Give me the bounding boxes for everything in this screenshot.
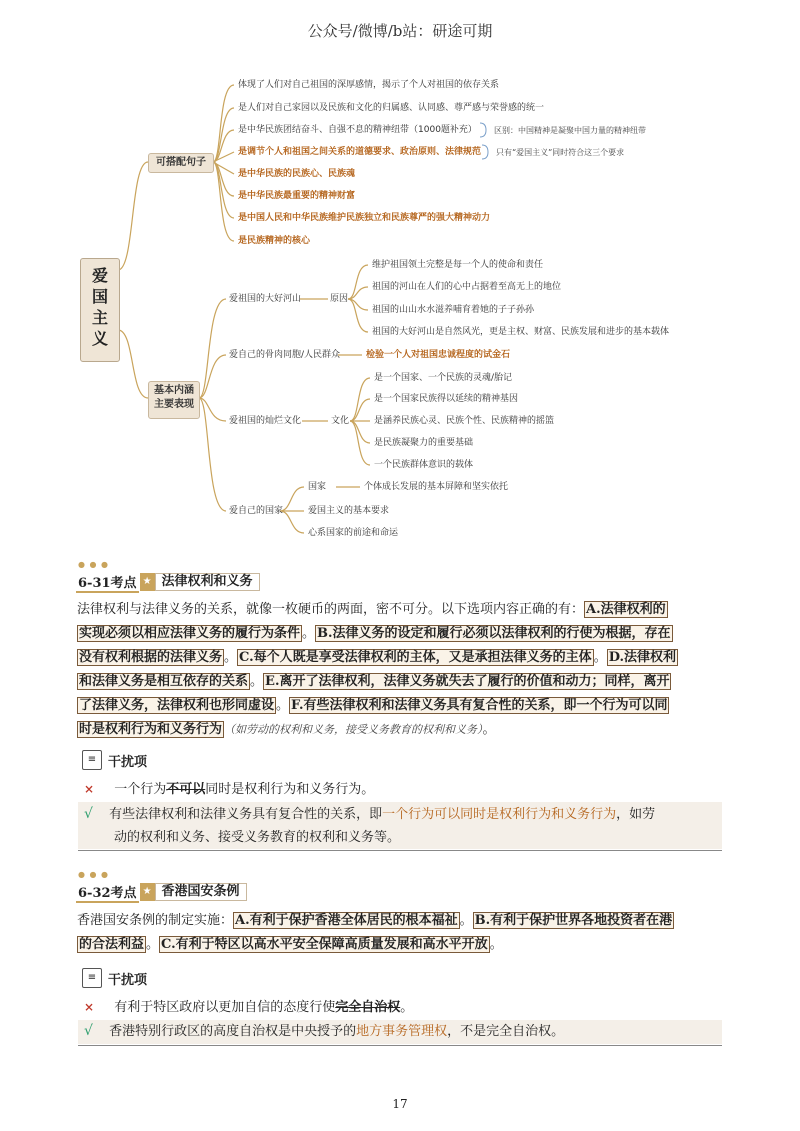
root-char-1: 爱 <box>91 266 108 285</box>
right-mark-icon-2: √ <box>84 1023 93 1039</box>
sentence-item-8: 是民族精神的核心 <box>238 236 311 246</box>
section2-right-post: ，不是完全自治权。 <box>447 1024 565 1039</box>
culture-item-5-highlight: 载体 <box>455 460 474 470</box>
hk-option-b-part1: B.有利于保护世界各地投资者在港 <box>474 913 673 928</box>
page-number: 17 <box>392 1097 408 1111</box>
culture-item-5-text: 一个民族群体意识的 <box>374 460 456 470</box>
section1-wrong-pre: 一个行为 <box>114 782 167 797</box>
section2-dots: ● ● ● <box>78 870 110 879</box>
reason-label: 原因 <box>330 294 349 304</box>
love-country-label: 爱自己的国家 <box>229 506 284 516</box>
reason-item-4 <box>372 326 669 338</box>
culture-label: 文化 <box>331 416 350 426</box>
root-char-3: 主 <box>91 308 108 327</box>
sentence-item-4: 是调节个人和祖国之间关系的道德要求、政治原则、法律规范 <box>238 147 482 157</box>
section1-dots: ● ● ● <box>78 560 110 569</box>
wrong-mark-icon-2: × <box>84 1000 95 1014</box>
section2-right-brown: 地方事务管理权 <box>356 1024 448 1039</box>
culture-item-1-text: 是一个国家、一个民族的 <box>374 373 474 383</box>
option-c: C.每个人既是享受法律权利的主体，又是承担法律义务的主体 <box>239 650 592 665</box>
section2-right-pre: 香港特别行政区的高度自治权是中央授予的 <box>109 1024 357 1039</box>
option-b-part2: 没有权利根据的法律义务 <box>79 650 223 665</box>
sentence-item-5: 是中华民族的民族心、民族魂 <box>238 169 356 179</box>
section1-name: 法律权利和义务 <box>155 573 260 591</box>
sentence-item-3-highlight: 是中华民族团结奋斗、自强不息的精神纽带 <box>238 125 410 135</box>
section1-title <box>76 572 260 592</box>
section2-wrong-post: 。 <box>400 1000 414 1015</box>
option-f-note: （如劳动的权利和义务，接受义务教育的权利和义务） <box>224 723 483 736</box>
section1-distractor-label: 干扰项 <box>108 754 148 770</box>
notepad-icon: ≡ <box>82 750 102 770</box>
section2-name: 香港国安条例 <box>155 883 247 901</box>
section1-number: 6-31考点 <box>76 572 139 593</box>
section2-divider <box>78 1045 722 1046</box>
notepad-icon-2: ≡ <box>82 968 102 988</box>
culture-item-5 <box>374 459 473 471</box>
reason-item-4-highlight: 更是主权、财富、民族发展和进步的基本载体 <box>489 327 670 337</box>
section1-distractor-header <box>82 750 147 770</box>
sentence-item-6: 是中华民族最重要的精神财富 <box>238 191 356 201</box>
sentence-item-7: 是中国人民和中华民族维护民族独立和民族尊严的强大精神动力 <box>238 213 491 223</box>
hk-option-b-part2: 的合法利益 <box>79 937 145 952</box>
sentence-item-1-highlight: 揭示了个人对祖国的依存关系 <box>382 80 500 90</box>
section1-star-icon: ★ <box>140 573 155 591</box>
section2-wrong-row <box>84 996 413 1019</box>
section2-wrong-strike: 完全自治权 <box>335 1000 401 1015</box>
country-item-3: 心系国家的前途和命运 <box>308 528 399 538</box>
option-d-part1: D.法律权利 <box>608 650 677 665</box>
section1-wrong-strike: 不可以 <box>166 782 206 797</box>
branch-sentences: 可搭配句子 <box>148 153 214 173</box>
note-spirit: 区别：中国精神是凝聚中国力量的精神纽带 <box>494 126 646 135</box>
branch-content <box>148 381 200 419</box>
country-item-1: 国家 <box>308 482 327 492</box>
country-item-1-detail: 个体成长发展的基本屏障和坚实依托 <box>364 482 509 492</box>
section1-right-brown: 一个行为可以同时是权利行为和义务行为 <box>382 807 617 822</box>
sentence-item-2: 是人们对自己家园以及民族和文化的归属感、认同感、尊严感与荣誉感的统一 <box>238 103 545 113</box>
culture-item-2-highlight: 精神基因 <box>482 394 519 404</box>
root-char-4: 义 <box>91 329 108 348</box>
section2-title <box>76 882 247 902</box>
love-culture-label: 爱祖国的灿烂文化 <box>229 416 302 426</box>
culture-item-2 <box>374 393 518 405</box>
sentence-item-3-tail: （1000题补充） <box>409 125 477 135</box>
sentence-item-3 <box>238 124 477 136</box>
reason-item-3: 祖国的山山水水滋养哺育着她的子子孙孙 <box>372 305 535 315</box>
country-item-2: 爱国主义的基本要求 <box>308 506 390 516</box>
note-only-patriotism: 只有“爱国主义”同时符合这三个要求 <box>496 148 625 157</box>
option-e-part2: 了法律义务，法律权利也形同虚设 <box>79 698 275 713</box>
love-compatriots-label: 爱自己的骨肉同胞/人民群众 <box>229 350 341 360</box>
culture-item-3 <box>374 415 554 427</box>
section1-right-pre: 有些法律权利和法律义务具有复合性的关系，即 <box>109 807 383 822</box>
branch-content-line1: 基本内涵 <box>154 385 194 396</box>
section2-right-row <box>84 1020 564 1043</box>
section1-right-post2: 动的权利和义务、接受义务教育的权利和义务等。 <box>114 830 401 845</box>
section2-wrong-pre: 有利于特区政府以更加自信的态度行使 <box>114 1000 336 1015</box>
option-a-part2: 实现必须以相应法律义务的履行为条件 <box>79 626 301 641</box>
section2-star-icon: ★ <box>140 883 155 901</box>
wrong-mark-icon: × <box>84 782 95 796</box>
culture-item-1 <box>374 372 512 384</box>
section1-wrong-post: 同时是权利行为和义务行为。 <box>205 782 375 797</box>
section2-body: 香港国安条例的制定实施： A.有利于保护香港全体居民的根本福祉 。 B.有利于保护世界各地投资者在港 的合法利益 。 C.有利于特区以高水平安全保障高质量发展和高水平开放 。 <box>77 913 673 952</box>
sentence-item-1 <box>238 79 499 91</box>
section1-right-post1: ，如劳 <box>616 807 656 822</box>
mindmap-root <box>80 258 120 362</box>
section1-divider <box>78 850 722 851</box>
option-b-part1: B.法律义务的设定和履行必须以法律权利的行使为根据，存在 <box>317 626 671 641</box>
compatriots-touchstone: 检验一个人对祖国忠诚程度的试金石 <box>366 350 511 360</box>
love-rivers-label: 爱祖国的大好河山 <box>229 294 302 304</box>
section1-intro: 法律权利与法律义务的关系，就像一枚硬币的两面，密不可分。以下选项内容正确的有： <box>77 602 585 617</box>
section1-right-row <box>84 803 724 849</box>
branch-content-line2: 主要表现 <box>154 399 194 410</box>
option-e-part1: E.离开了法律权利，法律义务就失去了履行的价值和动力；同样，离开 <box>265 674 670 689</box>
culture-item-2-text: 是一个国家民族得以延续的 <box>374 394 483 404</box>
section1-body: 法律权利与法律义务的关系，就像一枚硬币的两面，密不可分。以下选项内容正确的有： A.法律权利的 实现必须以相应法律义务的履行为条件 。 B.法律义务的设定和履行必须以法律权利的行使为根据，存在 没有权利根据的法律义务 。 C.每个人既是享受法律权利的主体，又是承担法律义务的主体 。 D.法律权利 和法律义务是相互依存的关系 。 E.离开了法律权利，法律义务就失去了履行的价值和动力；同样，离开 了法律义务，法律权利也形同虚设 。 F.有些法律权利和法律义务具有复合性的关系，即一个行为可以同 时是权利行为和义务行为 （如劳动的权利和义务，接受义务教育的权利和义务）。 <box>77 602 677 737</box>
culture-item-4-highlight: 重要基础 <box>437 438 474 448</box>
section2-distractor-header <box>82 968 147 988</box>
section2-number: 6-32考点 <box>76 882 139 903</box>
section1-wrong-row <box>84 778 374 801</box>
culture-item-1-highlight: 灵魂/胎记 <box>473 373 513 383</box>
culture-item-3-text: 是涵养民族心灵、民族个性、民族精神的 <box>374 416 537 426</box>
hk-option-a: A.有利于保护香港全体居民的根本福祉 <box>235 913 458 928</box>
culture-item-4-text: 是民族凝聚力的 <box>374 438 438 448</box>
option-a-part1: A.法律权利的 <box>586 602 666 617</box>
reason-item-1: 维护祖国领土完整是每一个人的使命和责任 <box>372 260 544 270</box>
section2-intro: 香港国安条例的制定实施： <box>77 913 234 928</box>
page-header: 公众号/微博/b站：研途可期 <box>307 22 493 40</box>
culture-item-3-highlight: 摇篮 <box>536 416 555 426</box>
root-char-2: 国 <box>91 287 108 306</box>
section2-distractor-label: 干扰项 <box>108 972 148 988</box>
culture-item-4 <box>374 437 473 449</box>
reason-item-4-text: 祖国的大好河山是自然风光， <box>372 327 490 337</box>
reason-item-2: 祖国的河山在人们的心中占据着至高无上的地位 <box>372 282 562 292</box>
sentence-item-1-text: 体现了人们对自己祖国的深厚感情， <box>238 80 383 90</box>
hk-option-c: C.有利于特区以高水平安全保障高质量发展和高水平开放 <box>161 937 488 952</box>
option-f-part2: 时是权利行为和义务行为 <box>79 722 223 737</box>
right-mark-icon: √ <box>84 806 93 822</box>
option-d-part2: 和法律义务是相互依存的关系 <box>79 674 249 689</box>
option-f-part1: F.有些法律权利和法律义务具有复合性的关系，即一个行为可以同 <box>291 698 668 713</box>
